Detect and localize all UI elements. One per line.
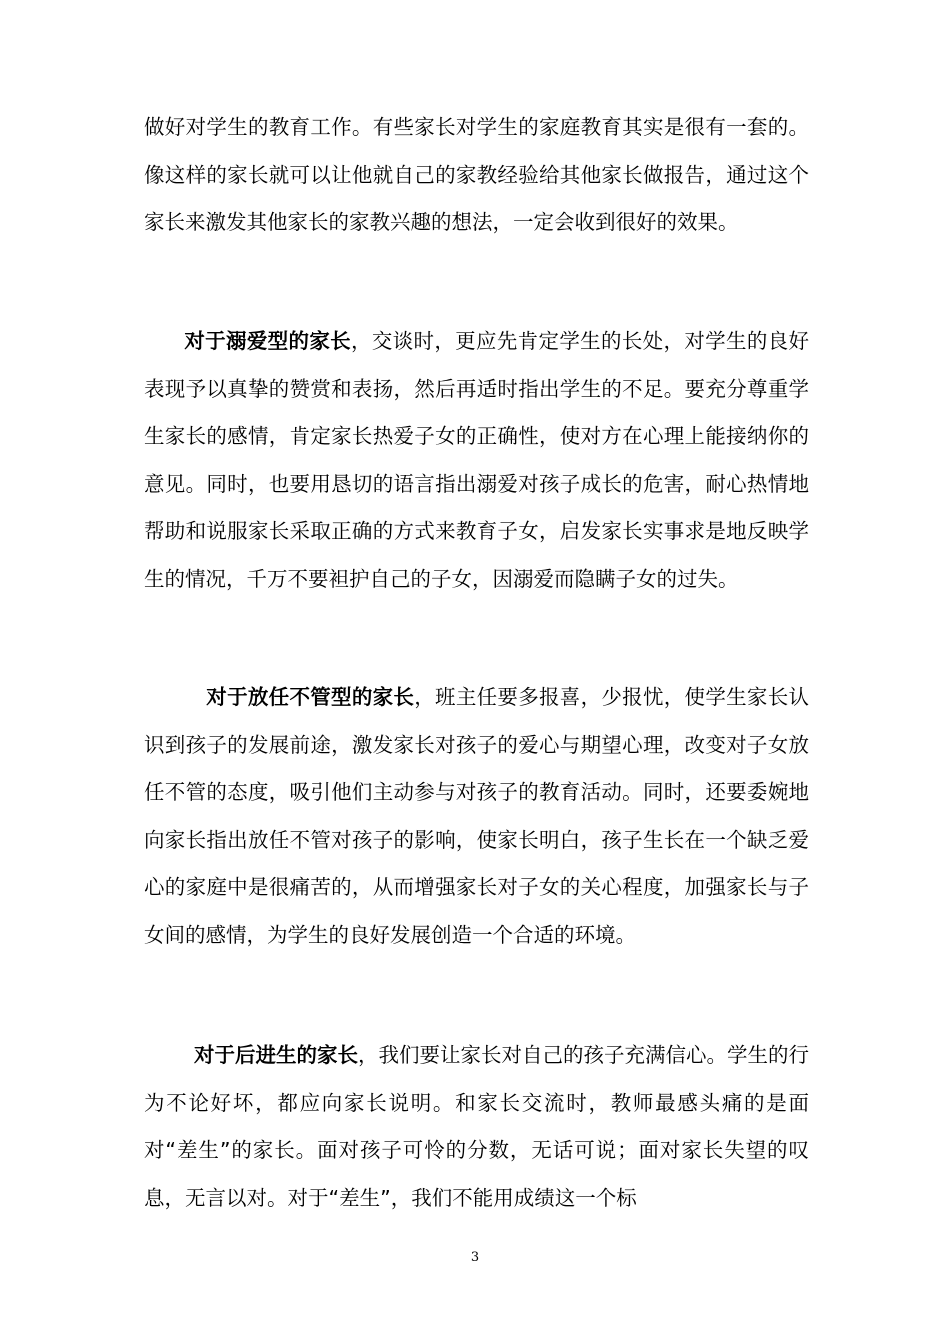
page-number: 3 bbox=[470, 1250, 480, 1265]
paragraph-lead-heading: 对于后进生的家长 bbox=[194, 1043, 358, 1067]
paragraph-text: ，交谈时，更应先肯定学生的长处，对学生的良好表现予以真挚的赞赏和表扬，然后再适时指出学生的不足。要充分尊重学生家长的感情，肯定家长热爱子女的正确性，使对方在心理上能接纳你的意见。同时，也要用恳切的语言指出溺爱对孩子成长的危害，耐心热情地帮助和说服家长采取正确的方式来教育子女，启发家长实事求是地反映学生的情况，千万不要袒护自己的子女，因溺爱而隐瞒子女的过失。 bbox=[144, 329, 809, 591]
paragraph-continuation bbox=[144, 104, 809, 247]
paragraph-text: 做好对学生的教育工作。有些家长对学生的家庭教育其实是很有一套的。像这样的家长就可以让他就自己的家教经验给其他家长做报告，通过这个家长来激发其他家长的家教兴趣的想法，一定会收到很好的效果。 bbox=[144, 115, 809, 234]
paragraph-lead-heading: 对于放任不管型的家长 bbox=[206, 685, 415, 709]
paragraph-struggling-student-parents bbox=[144, 1032, 809, 1222]
paragraph-doting-parents bbox=[144, 318, 809, 603]
paragraph-text: ，班主任要多报喜，少报忧，使学生家长认识到孩子的发展前途，激发家长对孩子的爱心与期望心理，改变对子女放任不管的态度，吸引他们主动参与对孩子的教育活动。同时，还要委婉地向家长指出放任不管对孩子的影响，使家长明白，孩子生长在一个缺乏爱心的家庭中是很痛苦的，从而增强家长对子女的关心程度，加强家长与子女间的感情，为学生的良好发展创造一个合适的环境。 bbox=[144, 685, 810, 947]
paragraph-lead-heading: 对于溺爱型的家长 bbox=[184, 329, 351, 353]
paragraph-text: ，我们要让家长对自己的孩子充满信心。学生的行为不论好坏，都应向家长说明。和家长交流时，教师最感头痛的是面对“差生”的家长。面对孩子可怜的分数，无话可说；面对家长失望的叹息，无言以对。对于“差生”，我们不能用成绩这一个标 bbox=[144, 1043, 809, 1210]
paragraph-laissez-faire-parents bbox=[144, 674, 809, 959]
